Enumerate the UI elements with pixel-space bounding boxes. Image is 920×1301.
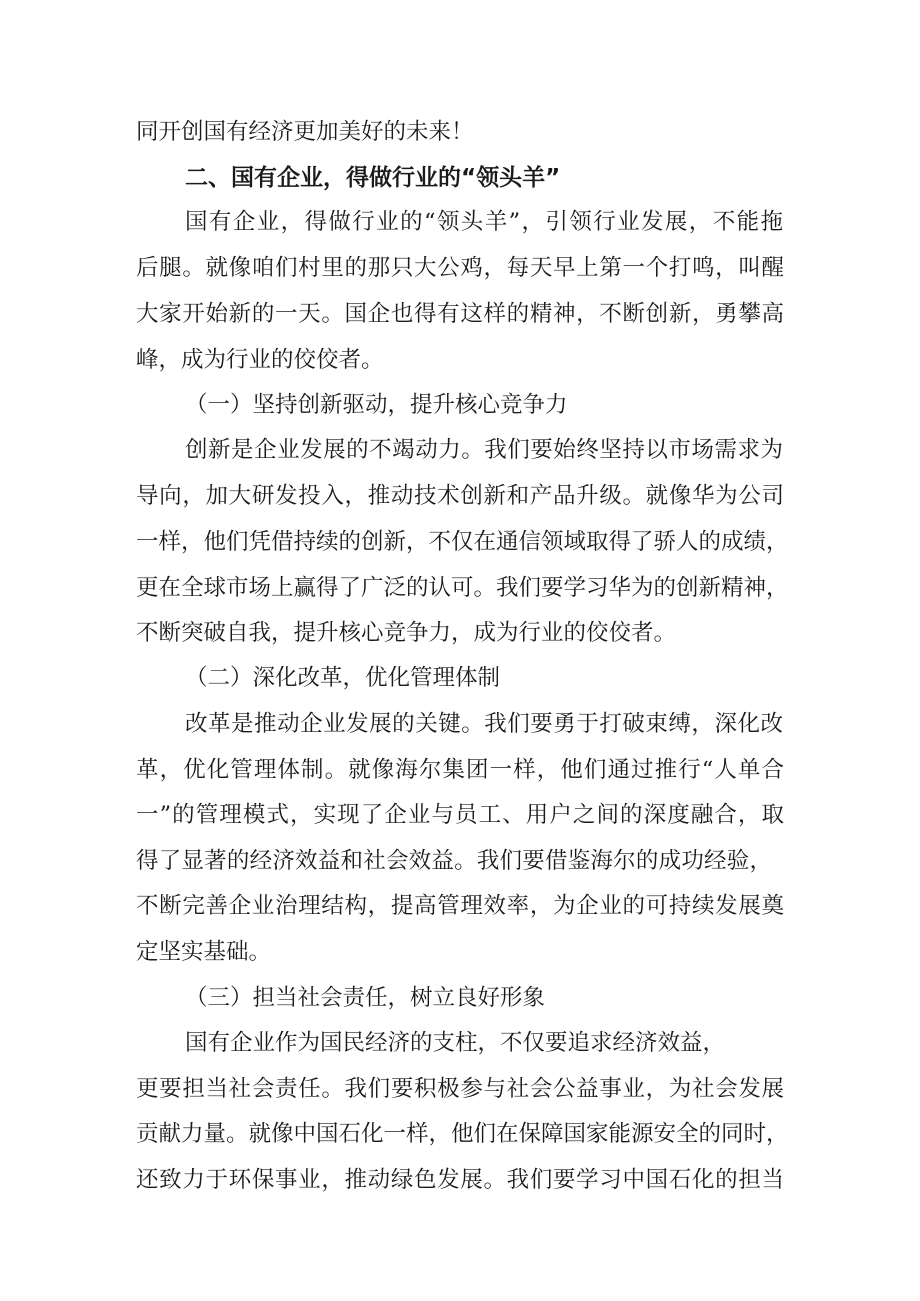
paragraph-line: 不断突破自我，提升核心竞争力，成为行业的佼佼者。 [136,620,677,646]
paragraph-line: 更在全球市场上赢得了广泛的认可。我们要学习华为的创新精神， [136,575,789,601]
paragraph-line: 国有企业作为国民经济的支柱，不仅要追求经济效益， [185,1030,726,1056]
paragraph-line: 大家开始新的一天。国企也得有这样的精神，不断创新，勇攀高 [136,301,784,327]
paragraph-line: 贡献力量。就像中国石化一样，他们在保障国家能源安全的同时， [136,1121,789,1147]
subsection-heading-1: （一）坚持创新驱动，提升核心竞争力 [185,392,568,418]
paragraph-line: 峰，成为行业的佼佼者。 [136,347,384,373]
paragraph-line: 改革是推动企业发展的关键。我们要勇于打破束缚，深化改 [185,711,783,737]
subsection-heading-2: （二）深化改革，优化管理体制 [185,665,501,691]
paragraph-line: 不断完善企业治理结构，提高管理效率，为企业的可持续发展奠 [136,893,784,919]
paragraph-line: 后腿。就像咱们村里的那只大公鸡，每天早上第一个打鸣，叫醒 [136,255,784,281]
paragraph-line: 创新是企业发展的不竭动力。我们要始终坚持以市场需求为 [185,437,783,463]
subsection-heading-3: （三）担当社会责任，树立良好形象 [185,985,546,1011]
paragraph-line: 导向，加大研发投入，推动技术创新和产品升级。就像华为公司 [136,483,784,509]
section-heading-2: 二、国有企业，得做行业的“领头羊” [185,165,561,191]
paragraph-line: 更要担当社会责任。我们要积极参与社会公益事业，为社会发展 [136,1076,784,1102]
paragraph-line: 还致力于环保事业，推动绿色发展。我们要学习中国石化的担当 [136,1167,784,1193]
paragraph-line: 得了显著的经济效益和社会效益。我们要借鉴海尔的成功经验， [136,848,772,874]
paragraph-line: 一样，他们凭借持续的创新，不仅在通信领域取得了骄人的成绩， [136,529,789,555]
paragraph-line: 一”的管理模式，实现了企业与员工、用户之间的深度融合，取 [136,802,784,828]
paragraph-line: 革，优化管理体制。就像海尔集团一样，他们通过推行“人单合 [136,757,784,783]
text-line-closing: 同开创国有经济更加美好的未来！ [136,119,474,145]
paragraph-line: 国有企业，得做行业的“领头羊”，引领行业发展，不能拖 [185,209,783,235]
paragraph-line: 定坚实基础。 [136,939,272,965]
